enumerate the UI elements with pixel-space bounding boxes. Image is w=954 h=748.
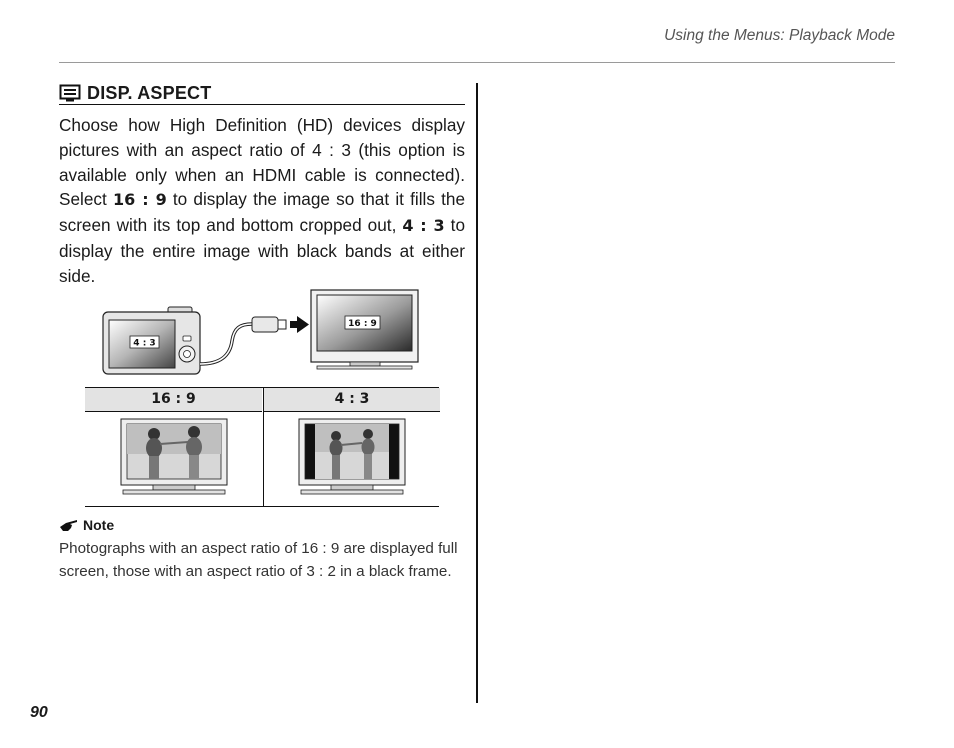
header-rule xyxy=(59,62,895,63)
hdmi-cable-icon xyxy=(200,317,286,364)
hdmi-connection-diagram xyxy=(100,286,430,376)
pointing-hand-icon xyxy=(59,517,79,533)
tv-16-9-illustration xyxy=(120,418,228,500)
body-text-part1: Choose how High Definition (HD) devices display pictures with an aspect ratio of 4 : 3 (this option is available only when an HDMI cable is connected). Select xyxy=(59,115,465,210)
column-header-4-3: 4 : 3 xyxy=(264,388,440,412)
camera-aspect-label: 4 : 3 xyxy=(133,338,156,349)
column-16-9 xyxy=(85,388,262,506)
note-heading xyxy=(59,517,114,533)
tv-icon xyxy=(311,290,418,369)
section-heading xyxy=(59,82,465,105)
column-divider xyxy=(476,83,478,703)
section-body xyxy=(59,113,465,289)
page-number: 90 xyxy=(30,704,48,721)
body-text-part3: to display the entire image with black bands at either side. xyxy=(59,215,466,286)
arrow-right-icon xyxy=(290,316,309,333)
header-title: Using the Menus: Playback Mode xyxy=(664,27,895,44)
column-4-3 xyxy=(263,388,440,506)
option-16-9: 16 : 9 xyxy=(112,190,167,210)
note-title: Note xyxy=(83,517,115,533)
tv-4-3-illustration xyxy=(298,418,406,500)
note-text: Photographs with an aspect ratio of 16 : 9 are displayed full screen, those with an aspect ratio of 3 : 2 in a black frame. xyxy=(59,540,458,580)
playback-display-icon xyxy=(59,84,81,102)
aspect-comparison-table xyxy=(85,387,439,507)
column-header-16-9: 16 : 9 xyxy=(85,388,262,412)
section-title: DISP. ASPECT xyxy=(87,82,212,103)
option-4-3: 4 : 3 xyxy=(402,216,445,236)
tv-aspect-label: 16 : 9 xyxy=(348,319,377,329)
body-text-part2: to display the image so that it fills the screen with its top and bottom cropped out, xyxy=(59,189,465,236)
